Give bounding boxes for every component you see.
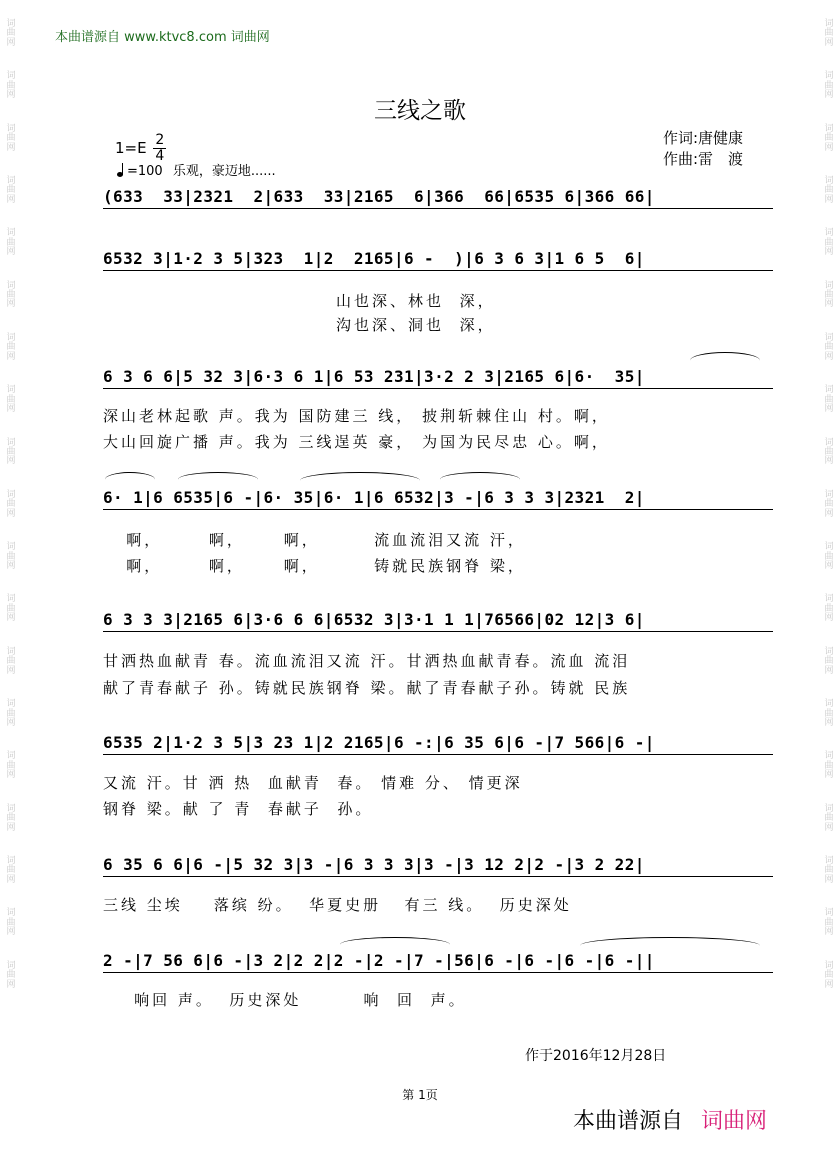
watermark-text: 词曲网 bbox=[824, 385, 834, 415]
footer-source-name: 词曲网 bbox=[701, 1109, 768, 1134]
score-line-5-lyrics-2: 献了青春献子 孙。铸就民族钢脊 梁。献了青春献子孙。铸就 民族 bbox=[103, 679, 631, 697]
composition-date: 作于2016年12月28日 bbox=[525, 1048, 667, 1064]
watermark-text: 词曲网 bbox=[6, 437, 16, 467]
watermark-text: 词曲网 bbox=[6, 699, 16, 728]
watermark-text: 词曲网 bbox=[6, 803, 16, 833]
watermark-text: 词曲网 bbox=[824, 594, 834, 624]
score-line-1-notes: (633 33|2321 2|633 33|2165 6|366 66|6535 6|366 66| bbox=[103, 187, 773, 210]
footer-source-prefix: 本曲谱源自 bbox=[573, 1109, 684, 1134]
watermark-text: 词曲网 bbox=[824, 803, 834, 833]
score-line-6-lyrics-1: 又流 汗。甘 洒 热 血献青 春。 情难 分、 情更深 bbox=[103, 774, 523, 792]
watermark-text: 词曲网 bbox=[824, 280, 834, 310]
slur-arc bbox=[440, 472, 520, 487]
score-line-7-notes: 6 35 6 6|6 -|5 32 3|3 -|6 3 3 3|3 -|3 12 2|2 -|3 2 22| bbox=[103, 855, 773, 878]
slur-arc bbox=[580, 937, 760, 954]
watermark-text: 词曲网 bbox=[6, 123, 16, 153]
right-watermark bbox=[823, 20, 835, 1014]
key-label: 1=E bbox=[115, 139, 147, 157]
score-line-4-lyrics-2: 啊， 啊， 啊， 铸就民族钢脊 梁， bbox=[103, 557, 526, 575]
watermark-text: 词曲网 bbox=[6, 594, 16, 624]
slur-arc bbox=[300, 472, 420, 489]
slur-arc bbox=[178, 472, 258, 487]
watermark-text: 词曲网 bbox=[824, 699, 834, 728]
lyricist: 作词:唐健康 bbox=[663, 129, 744, 147]
score-line-3-notes: 6 3 6 6|5 32 3|6·3 6 1|6 53 231|3·2 2 3|2165 6|6· 35| bbox=[103, 367, 773, 390]
watermark-text: 词曲网 bbox=[824, 228, 834, 258]
watermark-text: 词曲网 bbox=[824, 332, 834, 362]
mood-text: 乐观，豪迈地...... bbox=[172, 164, 276, 179]
score-line-2-notes: 6532 3|1·2 3 5|323 1|2 2165|6 - )|6 3 6 3|1 6 5 6| bbox=[103, 249, 773, 272]
slur-arc bbox=[340, 937, 450, 952]
time-bottom: 4 bbox=[155, 148, 165, 164]
score-line-5-lyrics-1: 甘洒热血献青 春。流血流泪又流 汗。甘洒热血献青春。流血 流泪 bbox=[103, 652, 631, 670]
watermark-text: 词曲网 bbox=[824, 19, 834, 48]
watermark-text: 词曲网 bbox=[824, 437, 834, 467]
watermark-text: 词曲网 bbox=[824, 960, 834, 990]
watermark-text: 词曲网 bbox=[6, 856, 16, 885]
score-line-6-lyrics-2: 钢脊 梁。献 了 青 春献子 孙。 bbox=[103, 800, 374, 818]
watermark-text: 词曲网 bbox=[6, 19, 16, 48]
watermark-text: 词曲网 bbox=[6, 542, 16, 571]
watermark-text: 词曲网 bbox=[824, 489, 834, 519]
score-line-2-lyrics-2: 沟也深、洞也 深， bbox=[103, 316, 496, 334]
time-top: 2 bbox=[155, 132, 165, 148]
watermark-text: 词曲网 bbox=[6, 175, 16, 205]
watermark-text: 词曲网 bbox=[6, 228, 16, 258]
quarter-note-icon bbox=[117, 163, 125, 177]
credits bbox=[663, 128, 743, 170]
score-line-8-lyrics-1: 响回 声。 历史深处 响 回 声。 bbox=[103, 991, 467, 1009]
watermark-text: 词曲网 bbox=[6, 751, 16, 781]
watermark-text: 词曲网 bbox=[824, 71, 834, 101]
watermark-text: 词曲网 bbox=[6, 280, 16, 310]
score-line-4-lyrics-1: 啊， 啊， 啊， 流血流泪又流 汗， bbox=[103, 531, 526, 549]
slur-arc bbox=[690, 352, 760, 369]
score-line-2-lyrics-1: 山也深、林也 深， bbox=[103, 292, 496, 310]
watermark-text: 词曲网 bbox=[6, 960, 16, 990]
watermark-text: 词曲网 bbox=[824, 646, 834, 676]
watermark-text: 词曲网 bbox=[824, 542, 834, 571]
watermark-text: 词曲网 bbox=[824, 908, 834, 938]
tempo-value: =100 bbox=[127, 164, 163, 179]
watermark-text: 词曲网 bbox=[6, 332, 16, 362]
tempo-marking bbox=[117, 160, 276, 179]
score-line-7-lyrics-1: 三线 尘埃 落缤 纷。 华夏史册 有三 线。 历史深处 bbox=[103, 896, 572, 914]
score-line-6-notes: 6535 2|1·2 3 5|3 23 1|2 2165|6 -:|6 35 6|6 -|7 566|6 -| bbox=[103, 733, 773, 756]
watermark-text: 词曲网 bbox=[6, 646, 16, 676]
left-watermark bbox=[5, 20, 17, 1014]
page-number: 第 1页 bbox=[402, 1088, 438, 1102]
slur-arc bbox=[105, 472, 155, 487]
watermark-text: 词曲网 bbox=[824, 175, 834, 205]
composer: 作曲:雷 渡 bbox=[663, 150, 744, 168]
watermark-text: 词曲网 bbox=[6, 489, 16, 519]
header-site-line: 本曲谱源自 www.ktvc8.com 词曲网 bbox=[55, 30, 270, 45]
song-title: 三线之歌 bbox=[374, 98, 466, 124]
score-line-3-lyrics-1: 深山老林起歌 声。我为 国防建三 线， 披荆斩棘住山 村。啊， bbox=[103, 407, 610, 425]
score-line-8-notes: 2 -|7 56 6|6 -|3 2|2 2|2 -|2 -|7 -|56|6 -|6 -|6 -|6 -|| bbox=[103, 951, 773, 974]
watermark-text: 词曲网 bbox=[6, 908, 16, 938]
score-line-5-notes: 6 3 3 3|2165 6|3·6 6 6|6532 3|3·1 1 1|76566|02 12|3 6| bbox=[103, 610, 773, 633]
footer-source bbox=[573, 1104, 767, 1135]
score-line-4-notes: 6· 1|6 6535|6 -|6· 35|6· 1|6 6532|3 -|6 3 3 3|2321 2| bbox=[103, 488, 773, 511]
score-line-3-lyrics-2: 大山回旋广播 声。我为 三线逞英 豪， 为国为民尽忠 心。啊， bbox=[103, 433, 610, 451]
watermark-text: 词曲网 bbox=[6, 385, 16, 415]
watermark-text: 词曲网 bbox=[824, 751, 834, 781]
watermark-text: 词曲网 bbox=[824, 856, 834, 885]
watermark-text: 词曲网 bbox=[824, 123, 834, 153]
watermark-text: 词曲网 bbox=[6, 71, 16, 101]
